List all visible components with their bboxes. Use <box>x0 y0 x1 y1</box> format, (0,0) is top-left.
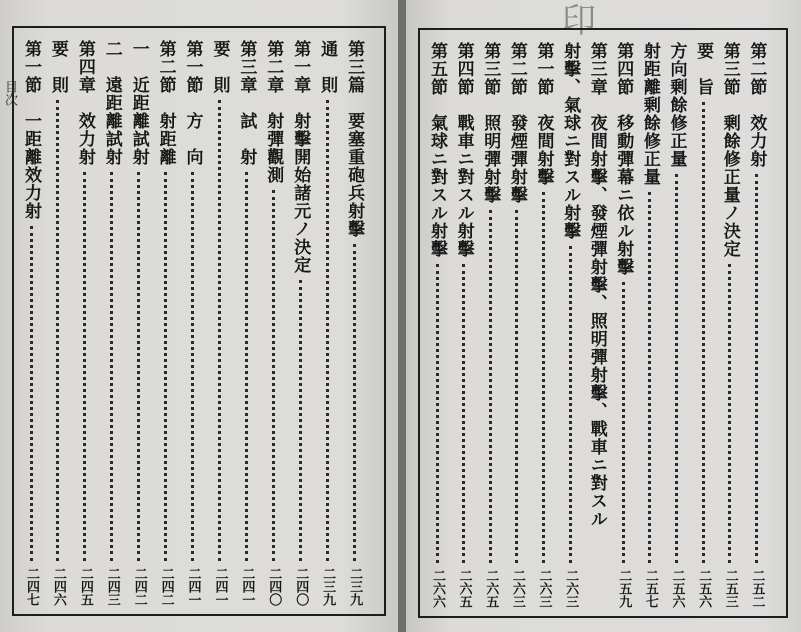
toc-entry <box>287 40 313 606</box>
toc-entry-page: 二四六 <box>50 567 66 606</box>
leader-dots <box>191 172 194 561</box>
toc-entry-page: 二六三 <box>509 569 525 608</box>
toc-entry-title: 第三節 照明彈射擊 <box>480 42 501 204</box>
leader-dots <box>489 210 492 563</box>
toc-entry-page: 二四一 <box>239 567 255 606</box>
toc-entry-title: 第五節 氣球ニ對スル射擊 <box>427 42 447 258</box>
toc-entry-page: 二四二 <box>131 567 147 606</box>
toc-entry <box>153 40 179 606</box>
toc-entry <box>477 42 503 608</box>
toc-entry <box>72 40 98 606</box>
toc-entry-page: 二五九 <box>616 569 632 608</box>
toc-entry-page: 二三九 <box>347 567 363 606</box>
toc-entry-page: 二四〇 <box>293 567 309 606</box>
toc-entry <box>717 42 743 608</box>
toc-entry-title: 第三章 試 射 <box>236 40 257 166</box>
toc-entry-title: 一 近距離試射 <box>128 40 149 166</box>
leader-dots <box>675 174 678 563</box>
leader-dots <box>272 190 275 561</box>
toc-entry-title: 方向剰餘修正量 <box>666 42 687 168</box>
toc-entry-title: 第二節 發煙彈射擊 <box>506 42 527 204</box>
toc-entry <box>664 42 690 608</box>
toc-entry-page: 二四〇 <box>266 567 282 606</box>
toc-entry <box>557 42 583 608</box>
toc-entry <box>424 42 450 608</box>
toc-right <box>418 42 784 608</box>
toc-entry-title: 第二節 效力射 <box>746 42 767 168</box>
toc-left <box>12 40 382 606</box>
leader-dots <box>326 100 329 561</box>
toc-entry-title: 第二章 射彈觀測 <box>263 40 284 184</box>
toc-entry-title: 第四節 移動彈幕ニ依ル射擊 <box>613 42 634 276</box>
toc-entry-title: 第二節 射距離 <box>155 40 176 166</box>
leader-dots <box>353 244 356 561</box>
toc-entry-title: 要 旨 <box>693 42 714 96</box>
toc-entry-page: 二五六 <box>669 569 685 608</box>
toc-entry <box>314 40 340 606</box>
toc-entry <box>18 40 44 606</box>
toc-entry-title: 要 則 <box>209 40 230 94</box>
margin-mark: 目次 <box>2 80 17 106</box>
leader-dots <box>622 282 625 563</box>
leader-dots <box>648 192 651 563</box>
toc-entry <box>690 42 716 608</box>
toc-entry-page: 二六五 <box>456 569 472 608</box>
toc-entry-page: 二五七 <box>642 569 658 608</box>
toc-entry-page: 二三九 <box>320 567 336 606</box>
toc-entry-page: 二四二 <box>158 567 174 606</box>
leader-dots <box>542 192 545 563</box>
leader-dots <box>728 264 731 563</box>
toc-entry <box>743 42 769 608</box>
leader-dots <box>83 172 86 561</box>
leader-dots <box>462 264 465 563</box>
toc-entry <box>530 42 556 608</box>
toc-entry-title: 通 則 <box>317 40 338 94</box>
toc-entry-title: 第一節 夜間射擊 <box>533 42 554 186</box>
leader-dots <box>164 172 167 561</box>
toc-entry-title: 第一節 方 向 <box>182 40 203 166</box>
leader-dots <box>569 246 572 563</box>
toc-entry <box>260 40 286 606</box>
leader-dots <box>56 100 59 561</box>
toc-entry <box>99 40 125 606</box>
toc-entry-page: 二四三 <box>104 567 120 606</box>
leader-dots <box>218 100 221 561</box>
toc-entry-title: 第三篇 要塞重砲兵射擊 <box>344 40 365 238</box>
toc-entry-page: 二六三 <box>563 569 579 608</box>
toc-entry <box>180 40 206 606</box>
leader-dots <box>299 280 302 561</box>
toc-entry-page: 二四一 <box>185 567 201 606</box>
toc-entry-page: 二四一 <box>212 567 228 606</box>
ink-stamp-icon: 印 <box>562 1 596 41</box>
leader-dots <box>702 102 705 563</box>
toc-entry <box>610 42 636 608</box>
toc-entry-title: 第四節 戰車ニ對スル射擊 <box>453 42 474 258</box>
leader-dots <box>436 264 439 563</box>
toc-entry-title: 二 遠距離試射 <box>101 40 122 166</box>
toc-entry <box>584 42 610 608</box>
toc-entry-title: 射距離剰餘修正量 <box>639 42 660 186</box>
toc-entry-page: 二五六 <box>696 569 712 608</box>
toc-entry-title: 要 則 <box>47 40 68 94</box>
toc-entry-title: 第三節 剰餘修正量ノ決定 <box>719 42 740 258</box>
toc-entry-title: 射擊、氣球ニ對スル射擊 <box>560 42 581 240</box>
toc-entry <box>451 42 477 608</box>
toc-entry <box>126 40 152 606</box>
toc-entry-title: 第一節 一距離效力射 <box>21 40 41 220</box>
leader-dots <box>515 210 518 563</box>
toc-entry-page: 二四五 <box>77 567 93 606</box>
toc-entry <box>45 40 71 606</box>
toc-entry-page: 二四七 <box>24 567 39 606</box>
leader-dots <box>137 172 140 561</box>
toc-entry <box>504 42 530 608</box>
toc-entry <box>341 40 367 606</box>
toc-entry-page: 二六五 <box>483 569 499 608</box>
toc-entry-title: 第三章 夜間射擊、發煙彈射擊、照明彈射擊、戰車ニ對スル <box>586 42 607 528</box>
toc-entry-title: 第四章 效力射 <box>74 40 95 166</box>
leader-dots <box>30 226 33 561</box>
toc-entry-page: 二五二 <box>749 569 765 608</box>
leader-dots <box>755 174 758 563</box>
toc-entry-page: 二五三 <box>722 569 738 608</box>
leader-dots <box>245 172 248 561</box>
toc-entry <box>637 42 663 608</box>
toc-entry-page: 二六六 <box>430 569 445 608</box>
book-gutter <box>398 0 406 632</box>
toc-entry-page: 二六三 <box>536 569 552 608</box>
toc-entry <box>206 40 232 606</box>
toc-entry <box>233 40 259 606</box>
toc-entry-title: 第一章 射擊開始諸元ノ決定 <box>290 40 311 274</box>
leader-dots <box>110 172 113 561</box>
